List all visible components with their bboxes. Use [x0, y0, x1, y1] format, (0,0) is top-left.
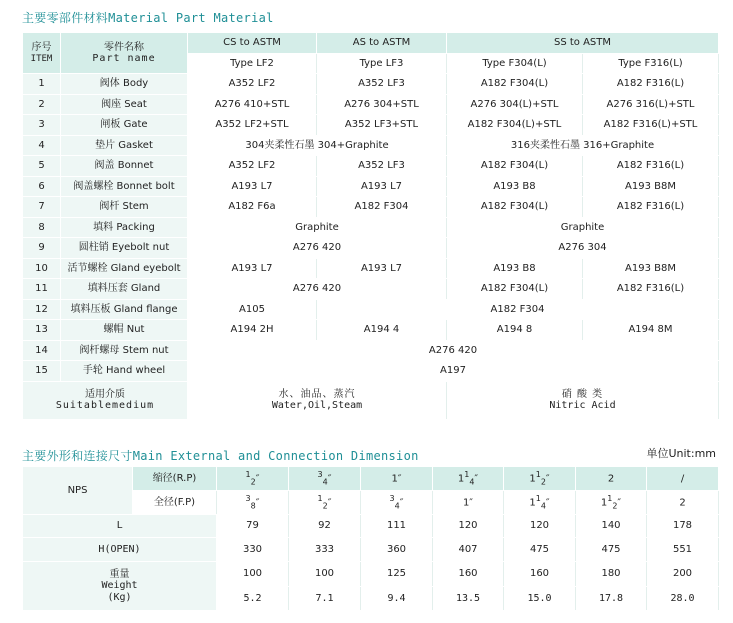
- unit-label: 单位Unit:mm: [646, 447, 716, 460]
- fp-size: [647, 491, 719, 515]
- type-lf2-header: Type LF2: [188, 53, 317, 74]
- reduced-bore-label: 缩径(R.P): [133, 467, 217, 491]
- size-numerator: 3: [389, 494, 395, 504]
- size-denominator: 2: [612, 501, 618, 511]
- size-numerator: 1: [245, 470, 251, 480]
- part-name: 螺帽 Nut: [61, 320, 188, 341]
- material-cs: A193 L7: [188, 176, 317, 197]
- medium-cs-as-cn: 水、油品、蒸汽: [278, 388, 356, 400]
- rp-size: [289, 467, 361, 491]
- height-value: 551: [647, 538, 719, 562]
- size-numerator: 1: [607, 494, 613, 504]
- weight-row2-value: 9.4: [361, 587, 433, 611]
- material-cs: A352 LF2: [188, 74, 317, 95]
- weight-row1-value: 200: [647, 562, 719, 587]
- type-lf3-header: Type LF3: [317, 53, 447, 74]
- material-f304: A182 F304(L)+STL: [447, 115, 583, 136]
- material-cs-as: 304夹柔性石墨 304+Graphite: [188, 135, 447, 156]
- size-whole: 1″: [391, 473, 402, 485]
- part-name: 圆柱销 Eyebolt nut: [61, 238, 188, 259]
- medium-label: [23, 381, 188, 419]
- part-name: 活节螺栓 Gland eyebolt: [61, 258, 188, 279]
- item-number: 7: [23, 197, 61, 218]
- length-value: 120: [504, 515, 576, 538]
- weight-label-cn: 重量: [109, 568, 130, 580]
- material-ss: A276 304: [447, 238, 719, 259]
- medium-label-cn: 适用介质: [85, 388, 125, 400]
- length-value: 111: [361, 515, 433, 538]
- medium-row: [23, 381, 719, 419]
- material-cs: A352 LF2: [188, 156, 317, 177]
- size-inch-mark: ″: [255, 473, 260, 485]
- part-name: 阀盖 Bonnet: [61, 156, 188, 177]
- item-number: 15: [23, 361, 61, 382]
- item-header-cn: 序号: [31, 42, 52, 54]
- size-inch-mark: ″: [545, 473, 550, 485]
- size-denominator: 2: [322, 501, 328, 511]
- length-value: 79: [217, 515, 289, 538]
- weight-row2-value: 13.5: [433, 587, 504, 611]
- length-label: L: [23, 515, 217, 538]
- weight-row1-value: 125: [361, 562, 433, 587]
- item-number: 10: [23, 258, 61, 279]
- size-numerator: 3: [245, 494, 251, 504]
- material-as: A276 304+STL: [317, 94, 447, 115]
- material-row: [23, 135, 719, 156]
- rp-size: [361, 467, 433, 491]
- size-inch-mark: ″: [545, 497, 550, 509]
- material-as: A352 LF3+STL: [317, 115, 447, 136]
- material-f316: A182 F316(L): [583, 279, 719, 300]
- rp-size: [433, 467, 504, 491]
- material-row: [23, 320, 719, 341]
- material-f304: A182 F304(L): [447, 156, 583, 177]
- item-number: 8: [23, 217, 61, 238]
- size-whole: 2: [607, 473, 615, 485]
- weight-row1-value: 160: [433, 562, 504, 587]
- weight-label: [23, 562, 217, 611]
- type-f316-header: Type F316(L): [583, 53, 719, 74]
- weight-row2-value: 28.0: [647, 587, 719, 611]
- size-whole: 2: [679, 497, 686, 509]
- size-numerator: 1: [317, 494, 323, 504]
- material-f304: A194 8: [447, 320, 583, 341]
- height-value: 475: [504, 538, 576, 562]
- material-row: [23, 361, 719, 382]
- size-inch-mark: ″: [327, 497, 332, 509]
- cs-header: CS to ASTM: [188, 33, 317, 54]
- weight-row2-value: 17.8: [576, 587, 647, 611]
- size-whole: 1: [600, 497, 608, 509]
- size-denominator: 2: [540, 477, 546, 487]
- size-denominator: 4: [469, 477, 475, 487]
- size-denominator: 2: [250, 477, 256, 487]
- material-row: [23, 258, 719, 279]
- size-whole: 1: [457, 473, 465, 485]
- material-ss: Graphite: [447, 217, 719, 238]
- medium-cs-as-en: Water,Oil,Steam: [271, 400, 363, 411]
- length-value: 178: [647, 515, 719, 538]
- material-row: [23, 217, 719, 238]
- dimension-table: [22, 466, 719, 611]
- material-cs-as: A276 420: [188, 279, 447, 300]
- part-name: 填料压板 Gland flange: [61, 299, 188, 320]
- material-row: [23, 115, 719, 136]
- material-as-ss: A182 F304: [317, 299, 719, 320]
- material-f316: A194 8M: [583, 320, 719, 341]
- material-as: A193 L7: [317, 176, 447, 197]
- rp-size: [647, 467, 719, 491]
- material-as: A194 4: [317, 320, 447, 341]
- size-denominator: 8: [250, 501, 256, 511]
- size-denominator: 4: [394, 501, 400, 511]
- material-cs: A182 F6a: [188, 197, 317, 218]
- weight-row1-value: 100: [289, 562, 361, 587]
- part-name: 阀体 Body: [61, 74, 188, 95]
- part-name: 填料压套 Gland: [61, 279, 188, 300]
- size-inch-mark: ″: [255, 497, 260, 509]
- fp-size: [289, 491, 361, 515]
- material-all: A276 420: [188, 340, 719, 361]
- height-value: 407: [433, 538, 504, 562]
- item-number: 1: [23, 74, 61, 95]
- weight-label-unit: (Kg): [107, 591, 132, 603]
- material-row: [23, 340, 719, 361]
- material-row: [23, 94, 719, 115]
- dimension-table-title: 主要外形和连接尺寸Main External and Connection Dimension: [22, 449, 419, 463]
- as-header: AS to ASTM: [317, 33, 447, 54]
- weight-row2-value: 15.0: [504, 587, 576, 611]
- material-cs: A276 410+STL: [188, 94, 317, 115]
- fp-size: [217, 491, 289, 515]
- part-name: 阀座 Seat: [61, 94, 188, 115]
- size-numerator: 1: [535, 494, 541, 504]
- medium-label-en: Suitablemedium: [55, 400, 155, 411]
- size-whole: 1: [529, 473, 536, 485]
- material-cs: A194 2H: [188, 320, 317, 341]
- material-table: [22, 32, 719, 420]
- nps-label: NPS: [23, 467, 133, 515]
- fp-size: [361, 491, 433, 515]
- material-row: [23, 176, 719, 197]
- rp-size: [576, 467, 647, 491]
- material-row: [23, 74, 719, 95]
- material-row: [23, 156, 719, 177]
- item-number: 6: [23, 176, 61, 197]
- material-cs-as: A276 420: [188, 238, 447, 259]
- item-number: 12: [23, 299, 61, 320]
- type-f304-header: Type F304(L): [447, 53, 583, 74]
- material-f304: A182 F304(L): [447, 74, 583, 95]
- height-value: 360: [361, 538, 433, 562]
- weight-row2-value: 5.2: [217, 587, 289, 611]
- weight-row1-value: 160: [504, 562, 576, 587]
- ss-header: SS to ASTM: [447, 33, 719, 54]
- size-whole: /: [680, 473, 685, 485]
- part-name: 手轮 Hand wheel: [61, 361, 188, 382]
- rp-size: [217, 467, 289, 491]
- fp-size: [504, 491, 576, 515]
- material-f304: A193 B8: [447, 258, 583, 279]
- material-table-title: 主要零部件材料Material Part Material: [22, 11, 274, 25]
- material-row: [23, 299, 719, 320]
- material-f304: A193 B8: [447, 176, 583, 197]
- material-cs-as: Graphite: [188, 217, 447, 238]
- height-value: 475: [576, 538, 647, 562]
- size-denominator: 4: [540, 501, 546, 511]
- size-inch-mark: ″: [617, 497, 622, 509]
- item-number: 4: [23, 135, 61, 156]
- material-cs: A105: [188, 299, 317, 320]
- medium-ss-en: Nitric Acid: [549, 400, 616, 411]
- material-row: [23, 238, 719, 259]
- material-all: A197: [188, 361, 719, 382]
- full-bore-label: 全径(F.P): [133, 491, 217, 515]
- material-cs: A193 L7: [188, 258, 317, 279]
- item-number: 11: [23, 279, 61, 300]
- material-f316: A276 316(L)+STL: [583, 94, 719, 115]
- item-number: 13: [23, 320, 61, 341]
- medium-cs-as: [188, 381, 447, 419]
- height-value: 330: [217, 538, 289, 562]
- size-whole: 1: [529, 497, 536, 509]
- weight-row1-value: 180: [576, 562, 647, 587]
- size-denominator: 4: [322, 477, 328, 487]
- item-number: 5: [23, 156, 61, 177]
- part-name-header: [61, 33, 188, 74]
- size-numerator: 1: [464, 470, 470, 480]
- weight-row2-value: 7.1: [289, 587, 361, 611]
- material-as: A352 LF3: [317, 156, 447, 177]
- material-f316: A193 B8M: [583, 176, 719, 197]
- part-name: 垫片 Gasket: [61, 135, 188, 156]
- fp-size: [576, 491, 647, 515]
- part-name: 阀杆螺母 Stem nut: [61, 340, 188, 361]
- part-name-header-en: Part name: [92, 53, 156, 64]
- material-cs: A352 LF2+STL: [188, 115, 317, 136]
- material-f304: A182 F304(L): [447, 279, 583, 300]
- material-row: [23, 197, 719, 218]
- material-f316: A182 F316(L)+STL: [583, 115, 719, 136]
- part-name-header-cn: 零件名称: [104, 41, 144, 53]
- height-open-label: H(OPEN): [23, 538, 217, 562]
- material-f304: A182 F304(L): [447, 197, 583, 218]
- item-header: [23, 33, 61, 74]
- material-f316: A193 B8M: [583, 258, 719, 279]
- material-ss: 316夹柔性石墨 316+Graphite: [447, 135, 719, 156]
- length-value: 92: [289, 515, 361, 538]
- part-name: 闸板 Gate: [61, 115, 188, 136]
- length-value: 120: [433, 515, 504, 538]
- weight-label-en: Weight: [101, 580, 138, 592]
- item-number: 3: [23, 115, 61, 136]
- size-inch-mark: ″: [474, 473, 479, 485]
- length-value: 140: [576, 515, 647, 538]
- size-numerator: 3: [317, 470, 323, 480]
- medium-ss: [447, 381, 719, 419]
- material-as: A352 LF3: [317, 74, 447, 95]
- material-row: [23, 279, 719, 300]
- part-name: 填料 Packing: [61, 217, 188, 238]
- material-f316: A182 F316(L): [583, 74, 719, 95]
- part-name: 阀盖螺栓 Bonnet bolt: [61, 176, 188, 197]
- size-inch-mark: ″: [327, 473, 332, 485]
- material-f304: A276 304(L)+STL: [447, 94, 583, 115]
- height-value: 333: [289, 538, 361, 562]
- material-as: A182 F304: [317, 197, 447, 218]
- item-number: 2: [23, 94, 61, 115]
- material-as: A193 L7: [317, 258, 447, 279]
- fp-size: [433, 491, 504, 515]
- material-f316: A182 F316(L): [583, 197, 719, 218]
- material-f316: A182 F316(L): [583, 156, 719, 177]
- size-numerator: 1: [535, 470, 541, 480]
- item-number: 14: [23, 340, 61, 361]
- weight-row1-value: 100: [217, 562, 289, 587]
- part-name: 阀杆 Stem: [61, 197, 188, 218]
- size-whole: 1″: [462, 497, 474, 509]
- rp-size: [504, 467, 576, 491]
- item-header-en: ITEM: [30, 53, 53, 64]
- item-number: 9: [23, 238, 61, 259]
- size-inch-mark: ″: [399, 497, 404, 509]
- medium-ss-cn: 硝 酸 类: [561, 388, 604, 400]
